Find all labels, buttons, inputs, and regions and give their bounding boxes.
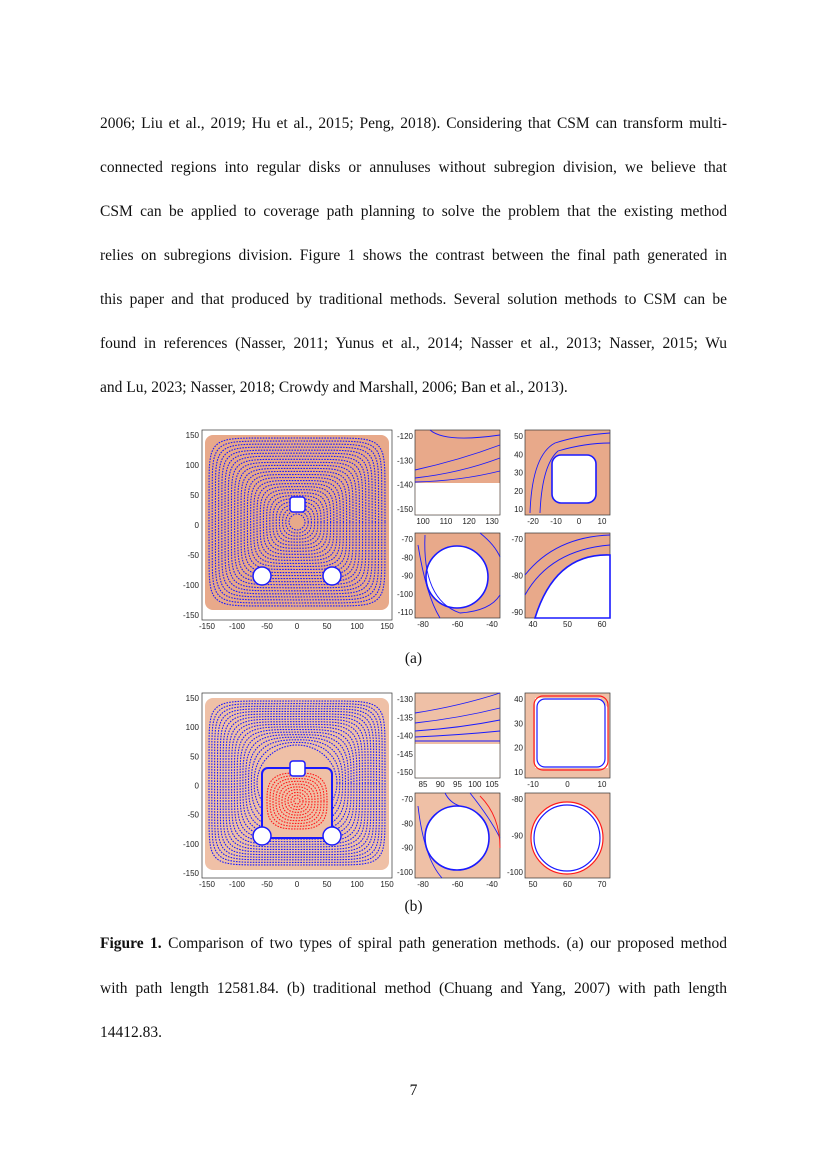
y-tick-label: 30	[514, 468, 523, 478]
y-tick-label: 40	[514, 695, 523, 704]
x-tick-label: 130	[485, 517, 499, 526]
x-tick-label: 0	[294, 622, 300, 631]
y-tick-label: -100	[182, 581, 199, 590]
y-tick-label: 0	[194, 521, 199, 530]
x-tick-label: -50	[261, 880, 273, 889]
y-tick-label: 100	[185, 723, 199, 733]
x-tick-label: 90	[435, 780, 445, 789]
zoom-top-mid-a	[397, 430, 500, 526]
x-tick-label: 95	[453, 780, 462, 789]
y-tick-label: 20	[514, 486, 523, 496]
zoom-bot-mid-b	[397, 793, 500, 889]
x-tick-label: 10	[597, 780, 607, 789]
zoom-top-right-a	[514, 430, 610, 526]
x-tick-label: -50	[261, 622, 273, 631]
x-tick-label: 100	[350, 622, 364, 631]
y-tick-label: -140	[396, 480, 413, 490]
y-tick-label: -130	[396, 456, 413, 466]
caption-text: Comparison of two types of spiral path generation methods. (a) our proposed method	[161, 935, 727, 952]
zoom-top-right-b	[514, 693, 610, 789]
y-tick-label: -80	[511, 795, 523, 804]
y-tick-label: -70	[511, 535, 523, 544]
x-tick-label: -100	[228, 880, 246, 889]
body-line: found in references (Nasser, 2011; Yunus et al., 2014; Nasser et al., 2013; Nasser, 2015; Wu	[100, 335, 727, 352]
x-tick-label: 0	[576, 517, 582, 526]
panel-label-a: (a)	[404, 650, 423, 667]
y-tick-label: -90	[511, 831, 523, 841]
x-tick-label: -60	[451, 620, 464, 629]
x-tick-label: 10	[597, 517, 607, 526]
body-line: CSM can be applied to coverage path planning to solve the problem that the existing method	[100, 203, 727, 220]
x-tick-label: 110	[439, 517, 453, 526]
x-tick-label: 70	[597, 880, 607, 889]
x-tick-label: -10	[550, 517, 562, 526]
y-tick-label: -100	[182, 839, 199, 849]
x-tick-label: 0	[565, 780, 570, 789]
y-tick-label: -120	[396, 432, 413, 441]
y-tick-label: -70	[401, 535, 413, 544]
x-tick-label: 50	[322, 622, 332, 631]
x-tick-label: -40	[486, 620, 498, 629]
y-tick-label: -150	[396, 505, 413, 514]
x-tick-label: 100	[350, 880, 364, 889]
x-tick-label: -80	[417, 880, 429, 889]
y-tick-label: -150	[396, 768, 413, 777]
y-tick-label: -140	[396, 731, 413, 741]
x-tick-label: 105	[485, 780, 499, 789]
panel-label-b: (b)	[404, 898, 423, 915]
y-tick-label: 10	[514, 768, 523, 777]
y-tick-label: -70	[401, 795, 413, 804]
y-tick-label: -80	[511, 571, 523, 581]
obstacle-square	[290, 497, 305, 512]
caption-line-2: with path length 12581.84. (b) traditional method (Chuang and Yang, 2007) with path length	[100, 980, 727, 997]
y-tick-label: -50	[187, 810, 199, 820]
x-tick-label: -150	[198, 880, 216, 889]
page-number: 7	[409, 1082, 418, 1099]
x-tick-label: 100	[416, 517, 430, 526]
x-tick-label: -100	[228, 622, 246, 631]
y-tick-label: 30	[514, 719, 523, 729]
y-tick-label: -135	[396, 713, 413, 723]
obstacle-circle	[253, 567, 271, 585]
x-tick-label: -150	[198, 622, 216, 631]
x-tick-label: -40	[486, 880, 498, 889]
x-tick-label: 120	[462, 517, 476, 526]
y-tick-label: -100	[396, 589, 413, 599]
main-plot-b	[183, 693, 394, 889]
caption-line-3: 14412.83.	[100, 1024, 162, 1041]
y-tick-label: 50	[514, 432, 523, 441]
figure-a	[160, 425, 680, 635]
obstacle-circle	[253, 827, 271, 845]
y-tick-label: 50	[190, 491, 199, 500]
zoom-bot-right-b	[507, 793, 610, 889]
body-line: this paper and that produced by traditional methods. Several solution methods to CSM can be	[100, 291, 727, 308]
x-tick-label: 60	[597, 620, 607, 629]
y-tick-label: 20	[514, 743, 523, 753]
x-tick-label: -60	[451, 880, 464, 889]
main-plot-a	[183, 430, 394, 631]
body-line: and Lu, 2023; Nasser, 2018; Crowdy and Marshall, 2006; Ban et al., 2013).	[100, 379, 568, 396]
x-tick-label: 100	[468, 780, 482, 789]
zoom-bot-mid-a	[397, 533, 500, 629]
x-tick-label: 85	[418, 780, 428, 789]
body-line: 2006; Liu et al., 2019; Hu et al., 2015; Peng, 2018). Considering that CSM can transform multi-	[100, 115, 727, 132]
x-tick-label: 150	[380, 622, 394, 631]
y-tick-label: -90	[401, 571, 413, 581]
y-tick-label: 0	[194, 781, 199, 791]
region-fill	[205, 435, 389, 610]
body-line: connected regions into regular disks or annuluses without subregion division, we believe that	[100, 159, 727, 176]
y-tick-label: -50	[187, 551, 199, 560]
x-tick-label: 60	[563, 880, 572, 889]
y-tick-label: -150	[182, 869, 199, 878]
obstacle-square	[290, 761, 305, 776]
caption-label: Figure 1.	[100, 935, 162, 952]
y-tick-label: -100	[396, 868, 413, 877]
zoom-top-mid-b	[397, 693, 500, 789]
y-tick-label: -100	[506, 868, 523, 877]
y-tick-label: 40	[514, 450, 523, 460]
x-tick-label: 50	[563, 620, 572, 629]
zoom-bot-right-a	[511, 533, 610, 629]
y-tick-label: -90	[401, 843, 413, 853]
y-tick-label: 100	[185, 461, 199, 470]
x-tick-label: 50	[322, 880, 332, 889]
figure-b	[160, 688, 680, 896]
y-tick-label: -145	[396, 749, 413, 759]
y-tick-label: 50	[190, 752, 199, 762]
x-tick-label: -20	[527, 517, 539, 526]
x-tick-label: 150	[380, 880, 394, 889]
x-tick-label: 40	[528, 620, 538, 629]
caption-line-1	[100, 935, 727, 953]
body-line: relies on subregions division. Figure 1 shows the contrast between the final path generated in	[100, 247, 727, 264]
x-tick-label: -80	[417, 620, 429, 629]
y-tick-label: -80	[401, 553, 413, 563]
obstacle-circle	[323, 567, 341, 585]
x-tick-label: 0	[294, 880, 300, 889]
x-tick-label: -10	[527, 780, 539, 789]
x-tick-label: 50	[528, 880, 538, 889]
y-tick-label: 150	[185, 431, 199, 440]
y-tick-label: 150	[185, 694, 199, 703]
y-tick-label: -80	[401, 819, 413, 829]
y-tick-label: -130	[396, 695, 413, 704]
y-tick-label: -150	[182, 611, 199, 620]
y-tick-label: -90	[511, 608, 523, 617]
obstacle-circle	[323, 827, 341, 845]
y-tick-label: 10	[514, 505, 523, 514]
y-tick-label: -110	[397, 608, 413, 617]
